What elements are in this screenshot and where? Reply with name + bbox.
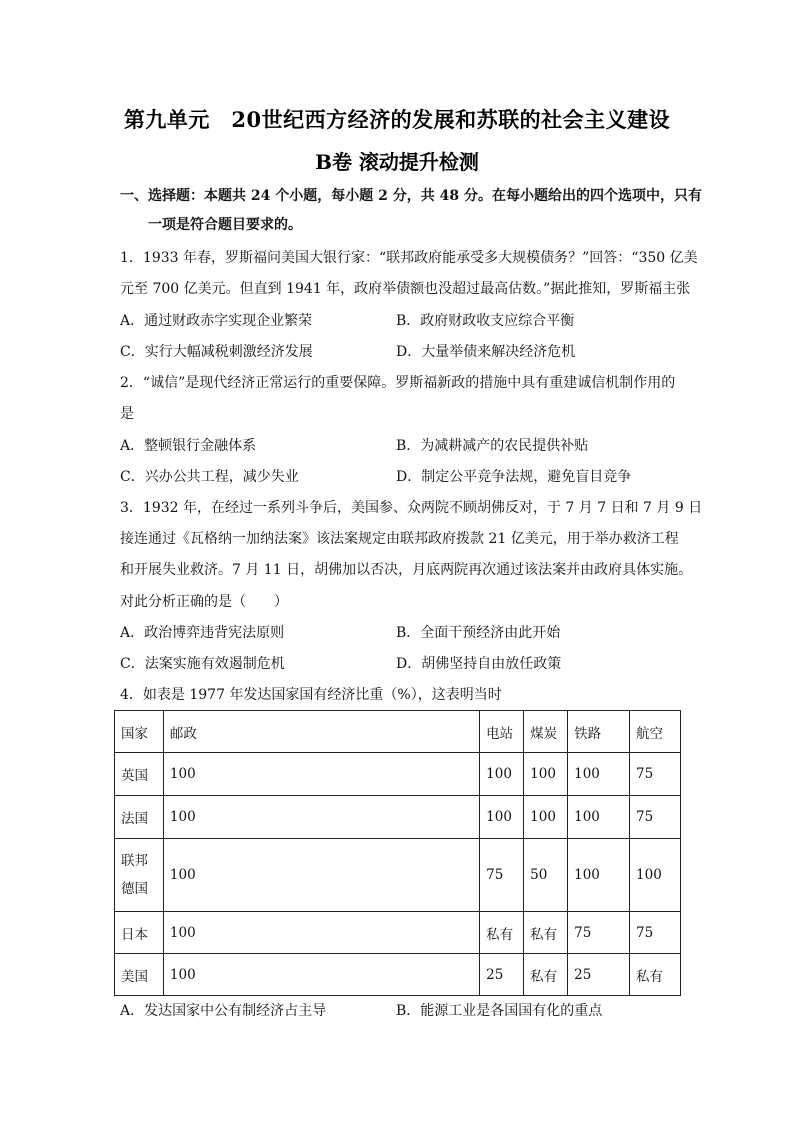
page-title: 第九单元 20世纪西方经济的发展和苏联的社会主义建设 — [123, 107, 671, 132]
table-cell: 100 — [480, 753, 524, 796]
q2-option-c: C．兴办公共工程，减少失业 — [120, 469, 299, 485]
table-cell: 100 — [480, 796, 524, 839]
table-row — [115, 753, 681, 796]
q3-option-c: C．法案实施有效遏制危机 — [120, 656, 285, 672]
table-cell: 75 — [568, 912, 630, 954]
header-cell: 煤炭 — [524, 711, 568, 753]
country-name-line: 德国 — [121, 881, 148, 897]
section-instruction-line2: 一项是符合题目要求的。 — [148, 217, 302, 233]
table-cell: 100 — [524, 753, 568, 796]
table-header-row — [115, 711, 681, 753]
q3-stem-line3: 和开展失业救济。7 月 11 日，胡佛加以否决，月底两院再次通过该法案并由政府具体实施。 — [120, 562, 693, 578]
q3-option-b: B．全面干预经济由此开始 — [396, 625, 561, 641]
table-cell: 75 — [630, 753, 681, 796]
header-cell: 邮政 — [163, 711, 479, 753]
table-cell: 100 — [163, 912, 479, 954]
section-instruction-line1: 一、选择题：本题共 24 个小题，每小题 2 分，共 48 分。在每小题给出的四个选项中，只有 — [120, 188, 702, 204]
q3-stem-line1: 3．1932 年，在经过一系列斗争后，美国参、众两院不顾胡佛反对，于 7 月 7 日和 7 月 9 日 — [120, 500, 703, 516]
country-cell: 英国 — [115, 753, 164, 796]
q4-option-a: A．发达国家中公有制经济占主导 — [120, 1003, 327, 1019]
table-cell: 100 — [163, 839, 479, 912]
country-cell: 美国 — [115, 954, 164, 996]
header-cell: 电站 — [480, 711, 524, 753]
header-cell: 国家 — [115, 711, 164, 753]
q2-option-b: B．为减耕减产的农民提供补贴 — [396, 438, 589, 454]
q1-option-d: D．大量举债来解决经济危机 — [396, 344, 576, 360]
table-cell: 100 — [568, 753, 630, 796]
q4-option-b: B．能源工业是各国国有化的重点 — [396, 1003, 603, 1019]
q1-option-b: B．政府财政收支应综合平衡 — [396, 313, 575, 329]
table-cell: 私有 — [630, 954, 681, 996]
table-cell: 75 — [630, 796, 681, 839]
q3-stem-line2: 接连通过《瓦格纳一加纳法案》该法案规定由联邦政府拨款 21 亿美元，用于举办救济工程 — [120, 531, 679, 547]
q1-stem-line1: 1．1933 年春，罗斯福问美国大银行家：“联邦政府能承受多大规模债务？”回答：“350 亿美 — [120, 250, 698, 266]
table-cell: 75 — [630, 912, 681, 954]
table-cell: 私有 — [480, 912, 524, 954]
q1-stem-line2: 元至 700 亿美元。但直到 1941 年，政府举债额也没超过最高估数。”据此推知，罗斯福主张 — [120, 281, 691, 297]
header-cell: 航空 — [630, 711, 681, 753]
table-cell: 25 — [480, 954, 524, 996]
table-row — [115, 912, 681, 954]
table-cell: 50 — [524, 839, 568, 912]
q2-stem-line1: 2．“诚信”是现代经济正常运行的重要保障。罗斯福新政的措施中具有重建诚信机制作用的 — [120, 375, 676, 391]
table-cell: 私有 — [524, 912, 568, 954]
table-cell: 100 — [163, 796, 479, 839]
q3-stem-line4: 对此分析正确的是（ ） — [120, 594, 288, 610]
table-cell: 25 — [568, 954, 630, 996]
table-cell: 100 — [568, 796, 630, 839]
table-row — [115, 839, 681, 912]
q1-option-a: A．通过财政赤字实现企业繁荣 — [120, 313, 313, 329]
country-name-line: 联邦 — [121, 853, 148, 869]
table-cell: 100 — [163, 753, 479, 796]
q2-option-a: A．整顿银行金融体系 — [120, 438, 257, 454]
table-cell: 100 — [630, 839, 681, 912]
q3-option-a: A．政治博弈违背宪法原则 — [120, 625, 285, 641]
q3-option-d: D．胡佛坚持自由放任政策 — [396, 656, 562, 672]
country-cell: 日本 — [115, 912, 164, 954]
table-cell: 100 — [163, 954, 479, 996]
header-cell: 铁路 — [568, 711, 630, 753]
table-cell: 100 — [568, 839, 630, 912]
q2-stem-line2: 是 — [120, 406, 134, 422]
table-cell: 100 — [524, 796, 568, 839]
q4-stem-line1: 4．如表是 1977 年发达国家国有经济比重（%），这表明当时 — [120, 687, 502, 703]
table-row — [115, 796, 681, 839]
q1-option-c: C．实行大幅减税刺激经济发展 — [120, 344, 313, 360]
state-ownership-table — [114, 710, 681, 996]
country-cell: 法国 — [115, 796, 164, 839]
table-cell: 75 — [480, 839, 524, 912]
q2-option-d: D．制定公平竞争法规，避免盲目竞争 — [396, 469, 632, 485]
page-subtitle: B卷 滚动提升检测 — [315, 150, 479, 174]
country-cell — [115, 839, 164, 912]
table-cell: 私有 — [524, 954, 568, 996]
table-row — [115, 954, 681, 996]
